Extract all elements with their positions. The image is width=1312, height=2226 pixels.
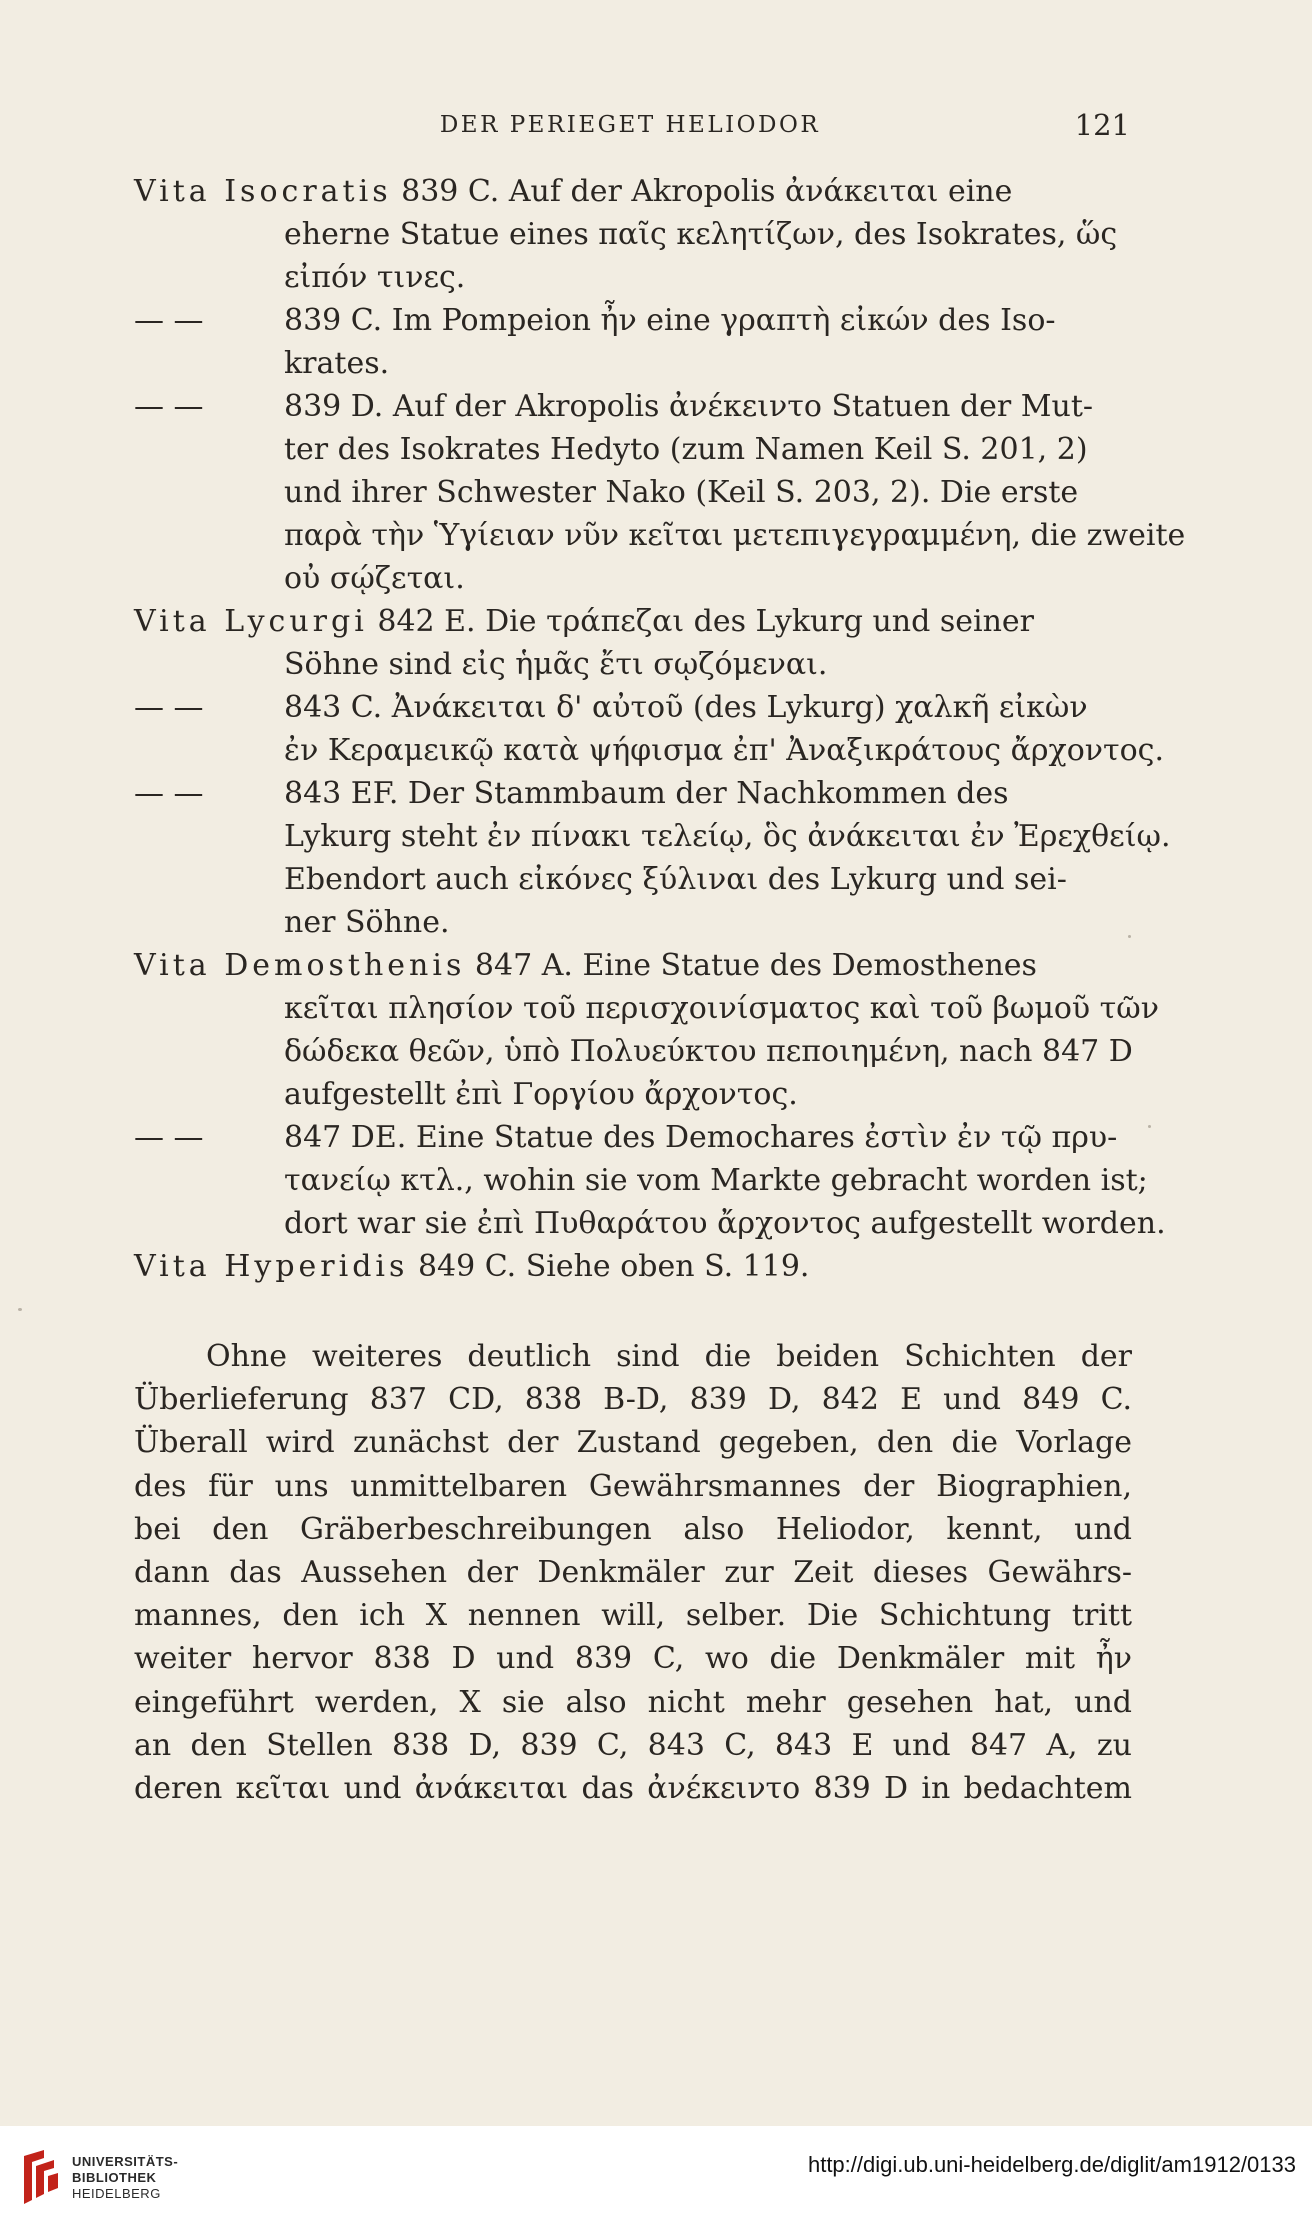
entry-lead-text: 839 C. Im Pompeion ἦν eine γραπτὴ εἰκών des Iso- [284,303,1056,338]
vita-entries [134,170,1186,1288]
paragraph-line: weiter hervor 838 D und 839 C, wo die Denkmäler mit ἦν [134,1641,1132,1677]
paragraph-line: Überlieferung 837 CD, 838 B-D, 839 D, 842 E und 849 C. [134,1382,1132,1418]
entry-line: οὐ σῴζεται. [284,561,465,596]
library-logo-text: UNIVERSITÄTS- BIBLIOTHEK HEIDELBERG [72,2154,179,2201]
entry-line: und ihrer Schwester Nako (Keil S. 203, 2). Die erste [284,475,1079,510]
paragraph-line: Überall wird zunächst der Zustand gegeben, den die Vorlage [134,1425,1132,1461]
paragraph-line: des für uns unmittelbaren Gewährsmannes der Biographien, [134,1468,1132,1504]
paragraph-line: eingeführt werden, X sie also nicht mehr gesehen hat, und [134,1684,1132,1720]
paragraph-line: an den Stellen 838 D, 839 C, 843 C, 843 E und 847 A, zu [134,1727,1132,1763]
entry-lycurgi-1 [134,600,1132,686]
paragraph-line: mannes, den ich X nennen will, selber. Die Schichtung tritt [134,1598,1132,1634]
entry-lycurgi-3 [134,772,1171,944]
page-number: 121 [1074,108,1130,142]
running-header [130,108,1130,152]
ditto-dashes: — — [134,303,204,338]
ditto-dashes: — — [134,389,204,424]
entry-line: ter des Isokrates Hedyto (zum Namen Keil S. 201, 2) [284,432,1088,467]
entry-line: krates. [284,346,390,381]
entry-line: τανείῳ κτλ., wohin sie vom Markte gebracht worden ist; [284,1163,1148,1198]
paper-speck [1128,935,1131,938]
paragraph-line: Ohne weiteres deutlich sind die beiden Schichten der [206,1339,1132,1374]
entry-isocratis-1 [134,170,1132,299]
ditto-dashes: — — [134,690,204,725]
entry-line: dort war sie ἐπὶ Πυθαράτου ἄρχοντος aufgestellt worden. [284,1206,1166,1241]
ditto-dashes: — — [134,776,204,811]
entry-lead-text: 849 C. Siehe oben S. 119. [408,1249,810,1284]
entry-isocratis-3 [134,385,1186,600]
entry-lead-text: 847 A. Eine Statue des Demosthenes [465,948,1037,983]
entry-lead-text: 843 C. Ἀνάκειται δ' αὐτοῦ (des Lykurg) χαλκῆ εἰκὼν [284,690,1088,725]
entry-label: Vita Hyperidis [134,1249,409,1284]
entry-line: eherne Statue eines παῖς κελητίζων, des Isokrates, ὥς [284,217,1118,252]
entry-lead-text: 842 E. Die τράπεζαι des Lykurg und seiner [367,604,1034,639]
entry-lead-text: 839 D. Auf der Akropolis ἀνέκειντο Statuen der Mut- [284,389,1094,424]
library-logo-icon [14,2148,62,2206]
running-title: DER PERIEGET HELIODOR [439,112,821,138]
entry-label: Vita Isocratis [134,174,392,209]
entry-line: aufgestellt ἐπὶ Γοργίου ἄρχοντος. [284,1077,798,1112]
entry-line: δώδεκα θεῶν, ὑπὸ Πολυεύκτου πεποιημένη, nach 847 D [284,1034,1133,1069]
paragraph-line: bei den Gräberbeschreibungen also Heliodor, kennt, und [134,1511,1132,1547]
entry-line: Ebendort auch εἰκόνες ξύλιναι des Lykurg und sei- [284,862,1067,897]
entry-lycurgi-2 [134,686,1165,772]
entry-line: κεῖται πλησίον τοῦ περισχοινίσματος καὶ τοῦ βωμοῦ τῶν [284,991,1159,1026]
entry-label: Vita Lycurgi [134,604,368,639]
entry-line: παρὰ τὴν Ὑγίειαν νῦν κεῖται μετεπιγεγραμμένη, die zweite [284,518,1186,553]
body-paragraph [134,1335,1132,1810]
entry-line: ner Söhne. [284,905,450,940]
entry-demosthenis-1 [134,944,1159,1116]
footer-bar [0,2126,1312,2226]
ditto-dashes: — — [134,1120,204,1155]
paragraph-line: dann das Aussehen der Denkmäler zur Zeit dieses Gewährs- [134,1554,1132,1590]
entry-demosthenis-2 [134,1116,1166,1245]
entry-line: Lykurg steht ἐν πίνακι τελείῳ, ὃς ἀνάκειται ἐν Ἐρεχθείῳ. [284,819,1171,854]
entry-lead-text: 839 C. Auf der Akropolis ἀνάκειται eine [391,174,1013,209]
entry-lead-text: 843 EF. Der Stammbaum der Nachkommen des [284,776,1009,811]
entry-line: εἰπόν τινες. [284,260,466,295]
permalink-url[interactable]: http://digi.ub.uni-heidelberg.de/diglit/am1912/0133 [807,2152,1296,2177]
entry-label: Vita Demosthenis [134,948,466,983]
paper-speck [18,1308,22,1311]
entry-isocratis-2 [134,299,1132,385]
entry-hyperidis [134,1245,1132,1288]
entry-line: Söhne sind εἰς ἡμᾶς ἔτι σῳζόμεναι. [284,647,828,682]
entry-lead-text: 847 DE. Eine Statue des Demochares ἐστὶν ἐν τῷ πρυ- [284,1120,1118,1155]
paper-speck [1148,1125,1151,1128]
entry-line: ἐν Κεραμεικῷ κατὰ ψήφισμα ἐπ' Ἀναξικράτους ἄρχοντος. [284,733,1165,768]
paragraph-line: deren κεῖται und ἀνάκειται das ἀνέκειντο 839 D in bedachtem [134,1770,1132,1806]
